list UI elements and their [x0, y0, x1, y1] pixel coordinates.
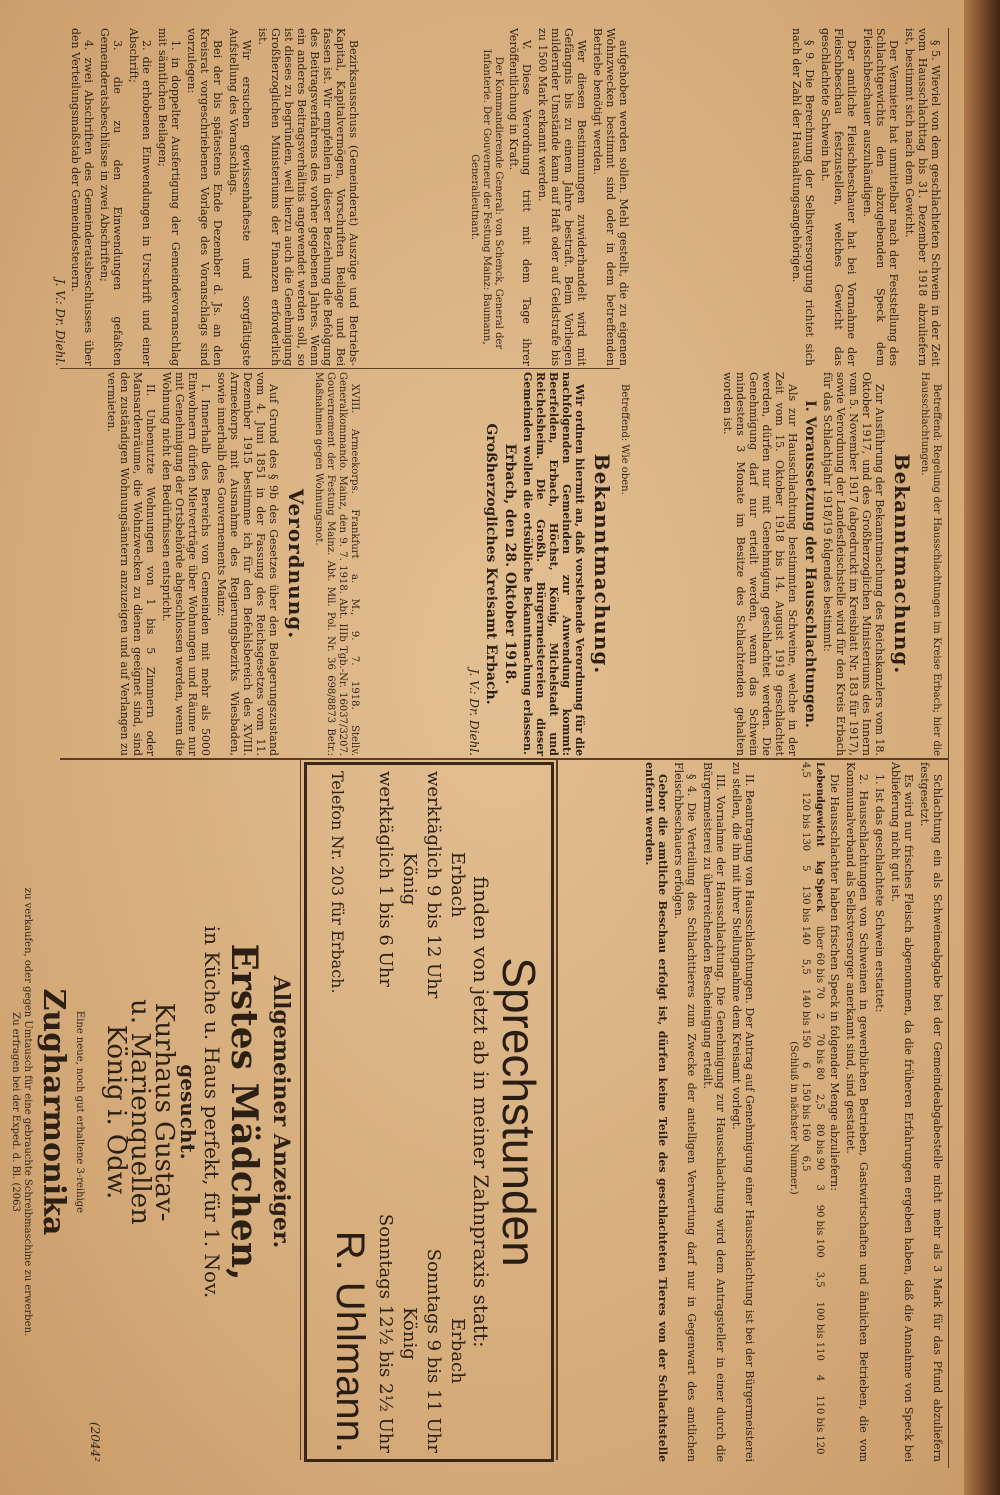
table-cell: 3,5: [814, 1271, 825, 1288]
table-cell: 3: [814, 1184, 825, 1191]
place: König: [399, 1307, 420, 1360]
dentist-name: R. Uhlmann.: [328, 1230, 372, 1453]
article-speck-abgabe: [632, 28, 942, 366]
ad-title: Sprechstunden: [493, 957, 545, 1267]
authority: Großherzogliches Kreisamt Erbach.: [483, 423, 499, 705]
table-cell: 120 bis 130: [800, 791, 811, 852]
paragraph: § 5. Wieviel von dem geschlachteten Schwein in der Zeit vom Hausschlachttag bis 31. Dezember 1918 abzuliefern ist, bestimmt sich nach dem Gewicht.: [903, 28, 942, 366]
article-title: Bekanntmachung.: [590, 453, 614, 675]
table-cell: 90 bis 100: [814, 1204, 825, 1258]
paragraph: Bei der bis spätestens Ende Dezember d. Js. an den Kreisrat vorgeschriebenen Vorlage des Voranschlags sind vorzulegen:: [185, 28, 224, 366]
table-header: kg Speck: [814, 860, 825, 912]
table-header: Lebendgewicht: [814, 762, 825, 847]
place: Erbach: [447, 851, 468, 918]
table-cell: 100 bis 110: [814, 1301, 825, 1361]
paragraph: Auf Grund des § 9b des Gesetzes über den Belagerungszustand vom 4. Juni 1851 in der Fassung des Reichsgesetzes vom 11. Dezember 1915 bestimme ich für den Befehlsbereich des XVIII. Armeekorps mit Ausnahme des Regierungsbezirks Wiesbaden, sowie innerhalb des Gouvernements Mainz:: [215, 372, 280, 756]
paragraph: aufgehoben werden sollen. Mehl gestellt, die zu eigenen Wohnzwecken bestimmt sind oder in dem betreffenden Betriebe benötigt werden.: [591, 28, 630, 366]
paragraph: § 9. Die Berechnung der Selbstversorgung richtet sich nach der Zahl der Haushaltungsangehörigen.: [790, 28, 816, 366]
phone: Telefon Nr. 203 für Erbach.: [328, 771, 347, 994]
table-cell: 2,5: [814, 1093, 825, 1110]
list-item: 1. in doppelter Ausfertigung der Gemeindevoranschlag mit sämtlichen Beilagen;: [156, 28, 182, 366]
article-hausschlachtung-cont: [560, 762, 756, 1462]
ad-line: Kurhaus Gustav-: [149, 1002, 179, 1222]
article-header: XVIII. Armeekorps. Frankfurt a. M., 9. 7. 1918. Stellv. Generalkommando. Mainz, den 9. 7. 1918. Abt. IIIb Tgb.-Nr. 16037/3207. Gouvernement der Festung Mainz. Abt. Mil. Pol. Nr. 36 698/8873 Betr.: Maßnahmen gegen Wohnungsnot.: [313, 372, 360, 756]
paragraph: V. Diese Verordnung tritt mit dem Tage ihrer Veröffentlichung in Kraft.: [507, 28, 533, 366]
table-cell: 110 bis 120: [814, 1395, 825, 1455]
ad-small-text: zu verkaufen, oder gegen Umtausch für eine gebrauchte Schreibmaschine zu erwerben.: [22, 887, 33, 1337]
ad-subtitle: finden von jetzt ab in meiner Zahnpraxis statt:: [469, 876, 493, 1348]
column-divider: [948, 28, 949, 1468]
table-cell: 5,5: [800, 958, 811, 975]
paragraph: Gebor die amtliche Beschau erfolgt ist, dürfen keine Teile des geschlachteten Tieres von der Schlachtstelle entfernt werden.: [643, 762, 669, 1462]
ad-small-text: Eine neue, noch gut erhaltene 3-reihige: [74, 1010, 85, 1214]
paragraph: Es wird nur frisches Fleisch abgenommen, da die früheren Erfahrungen ergeben haben, daß die Annahme von Speck bei Ablieferung nicht gut ist.: [889, 762, 915, 1462]
ref-line: Betreffend: Wie oben.: [619, 384, 630, 495]
ad-divider-2: [556, 760, 558, 1460]
place: Erbach: [447, 1318, 468, 1384]
article-bekanntmachung-1: [362, 28, 630, 366]
paragraph: Der amtliche Fleischbeschauer hat bei Vornahme der Fleischbeschau festzustellen, welches Gewicht das geschlachtete Schwein hat.: [819, 28, 858, 366]
article-verordnung: [60, 372, 360, 756]
paragraph: 1. Ist das geschlachtete Schwein erstattet:: [873, 774, 886, 1013]
article-speck-table: [758, 762, 944, 1462]
ad-line: König i. Odw.: [101, 1024, 131, 1200]
hours: Sonntags 9 bis 11 Uhr: [423, 1248, 444, 1453]
article-title: Verordnung.: [284, 488, 308, 640]
continuation-note: (Schluß in nächster Nummer.): [788, 1041, 799, 1195]
speck-table: [799, 762, 825, 1462]
paragraph: I. Innerhalb des Bereichs von Gemeinden mit mehr als 5000 Einwohnern dürfen Mietverträge über Wohnungen und Räume nur mit Genehmigung der Ortsbehörde abgeschlossen werden, wenn die Wohnung nicht den Bedürfnissen entspricht.: [160, 372, 212, 756]
paragraph: Wer diesen Bestimmungen zuwiderhandelt wird mit Gefängnis bis zu einem Jahre bestraft. Beim Vorliegen mildernder Umstände kann auf Haft oder auf Geldstrafe bis zu 1500 Mark erkannt werden.: [536, 28, 588, 366]
article-title: Bekanntmachung.: [890, 453, 914, 675]
ad-erstes-maedchen: [10, 762, 298, 1462]
hours: werktäglich 1 bis 6 Uhr: [375, 771, 396, 987]
paragraph: II. Beantragung von Hausschlachtungen. Der Antrag auf Genehmigung einer Hausschlachtung ist bei der Bürgermeisterei zu stellen, die ihn mit ihrer Stellungnahme dem Kreisamt vorlegt.: [730, 762, 756, 1462]
book-binding: [964, 0, 1000, 1495]
ad-code: (2044²: [88, 1421, 102, 1462]
ref-line: Betreffend: Regelung der Hausschlachtungen im Kreise Erbach; hier die Hausschlachtungen.: [919, 372, 942, 756]
ad-sprechstunden: [304, 762, 554, 1462]
article-hausschlachtungen: [632, 372, 942, 756]
masthead: Allgemeiner Anzeiger.: [268, 975, 294, 1249]
table-cell: 6,5: [800, 1155, 811, 1172]
table-cell: über 60 bis 70: [814, 925, 825, 1000]
section-heading: I. Voraussetzung der Hausschlachtungen.: [802, 400, 818, 728]
paragraph: Wir ersuchen gewissenhafteste und sorgfältigste Aufstellung des Voranschlags.: [227, 28, 253, 366]
upper-lower-divider: [60, 758, 948, 760]
paragraph: Als zur Hausschlachtung bestimmten Schweine, welche in der Zeit vom 15. Oktober 1918 bis 14. August 1919 geschlachtet werden, dürfen nur mit Genehmigung geschlachtet werden. Die Genehmigung darf nur erteilt werden, wenn das Schwein mindestens 3 Monate im Besitze des Schlachtenden gehalten worden ist.: [721, 372, 799, 756]
signature-block: Der Kommandierende General: von Schenck, General der Infanterie. Der Gouverneur der Festung Mainz: Baumann, Generalleutnant.: [469, 49, 504, 350]
place: König: [399, 852, 420, 906]
paragraph: Schlachtung ein als Schweineabgabe bei der Gemeindeabgabestelle nicht mehr als 3 Mark für das Pfund abzuliefern festgesetzt.: [918, 762, 944, 1462]
list-item: 2. die erhobenen Einwendungen in Urschrift und einer Abschrift;: [127, 28, 153, 366]
paragraph: III. Vornahme der Hausschlachtung. Die Genehmigung zur Hausschlachtung wird dem Antragsteller in einer durch die Bürgermeisterei zu überreichenden Bescheinigung erteilt.: [701, 762, 727, 1462]
date-line: Erbach, den 28. Oktober 1918.: [502, 443, 518, 685]
table-cell: 5: [800, 865, 811, 872]
ad-line: u. Marienquellen: [125, 999, 155, 1225]
table-cell: 6: [800, 1061, 811, 1069]
table-cell: 150 bis 160: [800, 1082, 811, 1142]
signature: J. V.: Dr. Diehl.: [467, 668, 481, 756]
article-voranschlag: [53, 28, 360, 366]
paragraph: Zur Ausführung der Bekanntmachung des Reichskanzlers vom 18. Oktober 1917, und des Großherzoglichen Ministeriums des Innern vom 5. November 1917 (abgedruckt im Kreisblatt Nr. 183 für 1917), sowie Verordnung der Landesfleischstelle wird für den Kreis Erbach für das Schlachtjahr 1918/19 folgendes bestimmt:: [821, 372, 886, 756]
hours: werktäglich 9 bis 12 Uhr: [423, 771, 444, 999]
hours: Sonntags 12½ bis 2½ Uhr: [375, 1213, 396, 1453]
table-cell: 80 bis 90: [814, 1123, 825, 1171]
paragraph: Wir ordnen hiermit an, daß vorstehende Verordnung für die nachfolgenden Gemeinden zur Anwendung kommt: Beerfelden, Erbach, Höchst, König, Michelstadt und Reichelsheim. Die Großh. Bürgermeistereien dieser Gemeinden wollen die ortsübliche Bekanntmachung erlassen.: [521, 372, 586, 756]
signature: J. V.: Dr. Diehl.: [53, 278, 67, 366]
table-cell: 2: [814, 1013, 825, 1020]
table-cell: 70 bis 80: [814, 1033, 825, 1080]
list-item: 4. zwei Abschriften des Gemeinderatsbeschlusses über den Verteilungsmaßstab der Gemeindesteuern.: [69, 28, 95, 366]
table-cell: 4,5: [800, 762, 811, 778]
list-item: 3. die zu den Einwendungen gefaßten Gemeinderatsbeschlüsse in zwei Abschriften;: [98, 28, 124, 366]
ad-divider: [300, 760, 301, 1460]
ad-line: in Küche u. Haus perfekt, für 1. Nov.: [200, 925, 224, 1299]
paragraph: § 4. Die Verteilung des Schlachttieres zum Zwecke der antelligen Verwertung darf nur in Gegenwart des amtlichen Fleischbeschauers erfolgen.: [672, 762, 698, 1462]
paragraph: Die Hausschlachter haben frischen Speck in folgender Menge abzuliefern:: [828, 774, 841, 1191]
paragraph: 2. Hausschlachtungen von Schweinen in gewerblichen Betrieben, Gastwirtschaften und ähnlichen Betrieben, die vom Kommunalverband als Selbstversorger anerkannt sind, sind gestattet.: [844, 762, 870, 1462]
article-bekanntmachung-1b: [362, 372, 630, 756]
paragraph: Bezirksausschuss (Gemeinderat) Auszüge und Betriebs-Kapital, Kapitalvermögen, Vorschriften Beilage und Bei fassen ist. Wir empfehlen in dieser Beziehung die Befolgung des Beitragsverfahrens des vorher gegebenen Jahres. Wenn ein anderes Beitragsverhältnis angewendet werden soll, so ist dieses zu begründen, weil hierzu auch die Genehmigung Großherzoglichen Ministeriums der Finanzen erforderlich ist.: [256, 28, 360, 366]
ad-headline: Erstes Mädchen,: [223, 943, 265, 1281]
ad-row: [373, 771, 421, 1453]
table-cell: 130 bis 140: [800, 885, 811, 945]
ad-contact: Zu erfragen bei der Exped. d. Bl. (2063: [10, 1012, 21, 1212]
table-cell: 4: [814, 1374, 825, 1382]
ad-item: Zugharmonika: [36, 988, 71, 1236]
ad-line: gesucht.: [176, 1064, 200, 1160]
paragraph: II. Unbenutzte Wohnungen von 1 bis 5 Zimmern oder Mansardenräume, die Wohnzwecken zu dienen geeignet sind, sind den zuständigen Wohnungsämtern anzuzeigen und auf Verlangen zu vermieten.: [105, 372, 157, 756]
ad-row: [421, 771, 469, 1453]
table-cell: 140 bis 150: [800, 988, 811, 1048]
paragraph: Der Vermieter hat unmittelbar nach der Feststellung des Schlachtgewichts den abzugebenden Speck dem Fleischbeschauer auszuhändigen.: [861, 28, 900, 366]
upper-column-divider: [60, 368, 620, 369]
ad-border: [304, 762, 554, 1462]
